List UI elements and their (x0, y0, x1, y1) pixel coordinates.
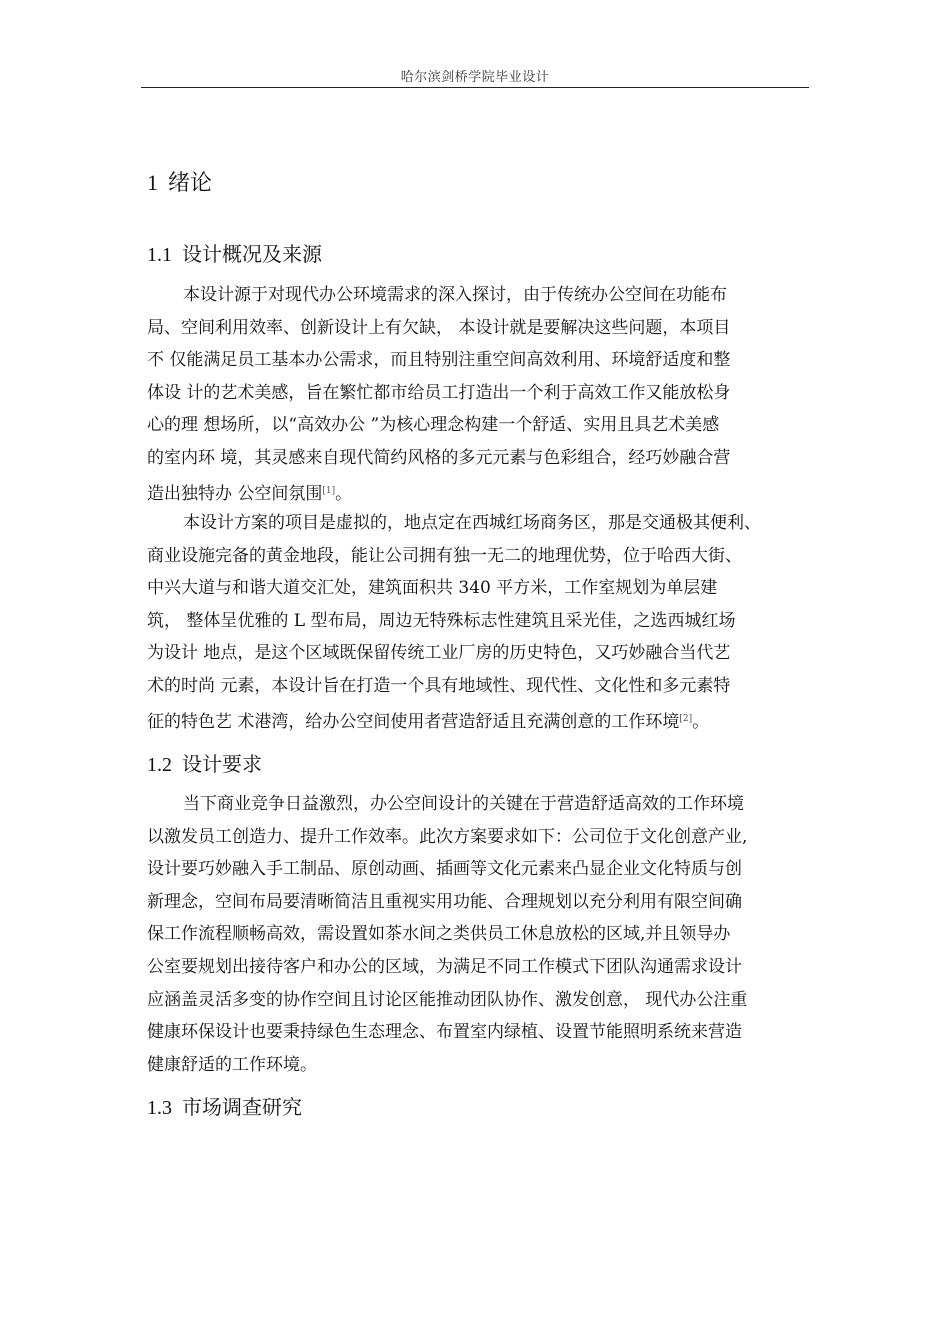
paragraph-project-location (147, 507, 811, 735)
section-title-text: 市场调查研究 (182, 1095, 302, 1119)
text-line: 以激发员工创造力、提升工作效率。此次方案要求如下：公司位于文化创意产业, (147, 826, 748, 847)
text-line: 设计要巧妙融入手工制品、原创动画、插画等文化元素来凸显企业文化特质与创 (147, 859, 742, 880)
running-header: 哈尔滨剑桥学院毕业设计 (400, 70, 550, 85)
text-line: 不 仅能满足员工基本办公需求，而且特别注重空间高效利用、环境舒适度和整 (147, 350, 731, 371)
section-title-1-1 (147, 238, 322, 267)
section-number: 1.2 (147, 754, 172, 776)
citation-ref-1[interactable]: [1] (322, 485, 336, 496)
text-line: 筑， 整体呈优雅的 L 型布局，周边无特殊标志性建筑且采光佳，之选西城红场 (147, 610, 736, 631)
section-number: 1.3 (147, 1097, 172, 1119)
text-line: 体设 计的艺术美感，旨在繁忙都市给员工打造出一个利于高效工作又能放松身 (147, 382, 731, 403)
text-line: 健康舒适的工作环境。 (147, 1054, 317, 1075)
text-segment: 。 (692, 711, 710, 732)
paragraph-design-origin (147, 279, 811, 507)
text-line: 当下商业竞争日益激烈，办公空间设计的关键在于营造舒适高效的工作环境 (183, 794, 744, 814)
text-line: 应涵盖灵活多变的协作空间且讨论区能推动团队协作、激发创意， 现代办公注重 (147, 989, 748, 1010)
text-line: 为设计 地点，是这个区域既保留传统工业厂房的历史特色，又巧妙融合当代艺 (147, 643, 731, 664)
text-line: 商业设施完备的黄金地段，能让公司拥有独一无二的地理优势，位于哈西大街、 (147, 545, 742, 566)
section-title-1-3 (147, 1091, 302, 1120)
text-segment: 征的特色艺 术港湾，给办公空间使用者营造舒适且充满创意的工作环境 (147, 711, 680, 732)
text-line-last (147, 703, 811, 736)
text-segment: 。 (335, 483, 353, 504)
header-rule (141, 87, 809, 88)
text-line: 健康环保设计也要秉持绿色生态理念、布置室内绿植、设置节能照明系统来营造 (147, 1022, 742, 1043)
chapter-title (147, 166, 212, 197)
section-number: 1.1 (147, 244, 172, 266)
chapter-title-text: 绪论 (168, 171, 213, 196)
citation-ref-2[interactable]: [2] (679, 713, 693, 724)
section-title-text: 设计要求 (182, 752, 262, 776)
text-line-last (147, 475, 811, 508)
text-line: 本设计源于对现代办公环境需求的深入探讨，由于传统办公空间在功能布 (183, 285, 727, 305)
text-segment: 造出独特办 公空间氛围 (147, 483, 323, 504)
text-line: 保工作流程顺畅高效，需设置如茶水间之类供员工休息放松的区域,并且领导办 (147, 924, 731, 945)
chapter-number: 1 (147, 170, 158, 195)
paragraph-design-requirements (147, 788, 811, 1081)
text-line: 术的时尚 元素，本设计旨在打造一个具有地域性、现代性、文化性和多元素特 (147, 675, 731, 696)
text-line: 局、空间利用效率、创新设计上有欠缺， 本设计就是要解决这些问题，本项目 (147, 317, 731, 338)
text-line: 公室要规划出接待客户和办公的区域，为满足不同工作模式下团队沟通需求设计 (147, 956, 742, 977)
text-line: 中兴大道与和谐大道交汇处，建筑面积共 340 平方米，工作室规划为单层建 (147, 578, 718, 599)
text-line: 的室内环 境，其灵感来自现代简约风格的多元元素与色彩组合，经巧妙融合营 (147, 447, 731, 468)
text-line: 心的理 想场所，以“高效办公 ”为核心理念构建一个舒适、实用且具艺术美感 (147, 415, 720, 436)
section-title-1-2 (147, 748, 262, 777)
text-line: 新理念，空间布局要清晰简洁且重视实用功能、合理规划以充分利用有限空间确 (147, 891, 742, 912)
section-title-text: 设计概况及来源 (182, 242, 322, 266)
text-line: 本设计方案的项目是虚拟的，地点定在西城红场商务区，那是交通极其便利、 (183, 513, 761, 533)
